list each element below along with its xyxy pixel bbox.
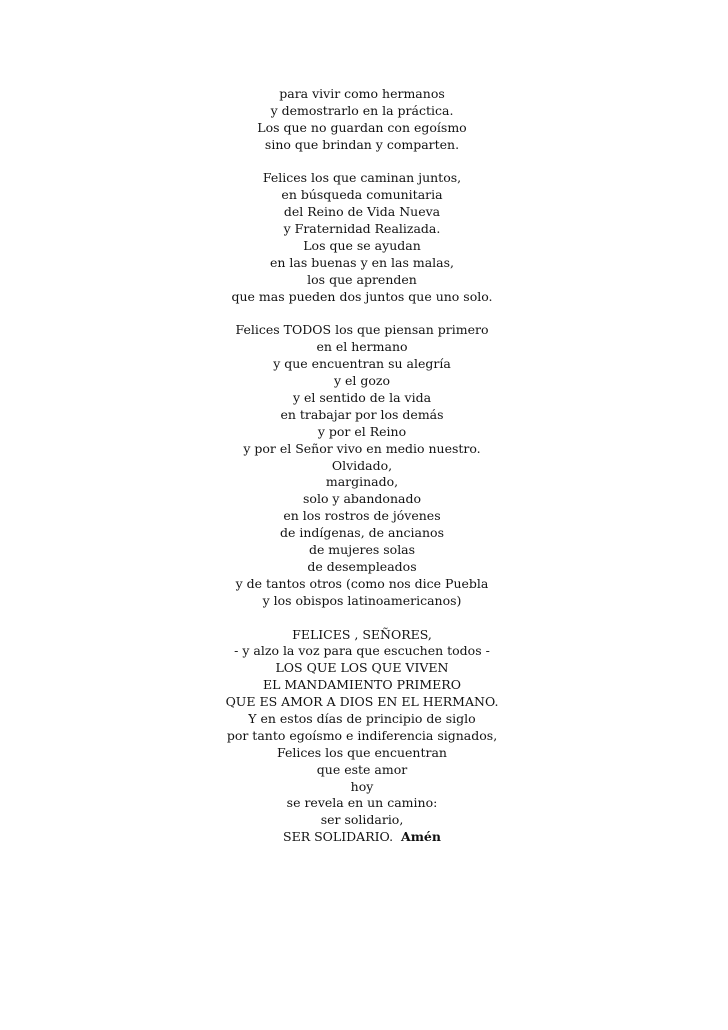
poem-line: de mujeres solas <box>308 542 416 558</box>
poem-line: que mas pueden dos juntos que uno solo. <box>231 288 493 304</box>
poem-line: en los rostros de jóvenes <box>283 508 441 524</box>
stanza-gap <box>212 154 512 171</box>
poem-line: Y en estos días de principio de siglo <box>248 710 476 726</box>
poem-line: en las buenas y en las malas, <box>269 254 455 270</box>
poem-line: en el hermano <box>316 339 408 355</box>
poem-line: Olvidado, <box>331 457 393 473</box>
poem-line: en trabajar por los demás <box>280 406 444 422</box>
poem-line: y los obispos latinoamericanos) <box>262 592 462 608</box>
poem-line: ser solidario, <box>320 812 404 828</box>
poem-line: los que aprenden <box>307 271 417 287</box>
poem-line: Los que se ayudan <box>303 238 421 254</box>
poem-line: para vivir como hermanos <box>279 86 445 101</box>
poem-line: LOS QUE LOS QUE VIVEN <box>275 660 449 676</box>
final-line-text: SER SOLIDARIO. <box>283 829 394 845</box>
stanza-gap <box>212 610 512 627</box>
poem-text <box>212 86 512 846</box>
poem-line: del Reino de Vida Nueva <box>283 204 441 220</box>
poem-line: y que encuentran su alegría <box>273 356 451 372</box>
poem-line: y Fraternidad Realizada. <box>283 221 441 237</box>
poem-line: Felices los que caminan juntos, <box>262 170 462 186</box>
stanza-gap <box>212 306 512 323</box>
poem-line: y por el Señor vivo en medio nuestro. <box>243 440 481 456</box>
poem-line: QUE ES AMOR A DIOS EN EL HERMANO. <box>225 694 499 710</box>
poem-line: y el sentido de la vida <box>292 390 432 406</box>
poem-line: se revela en un camino: <box>286 795 438 811</box>
poem-line: - y alzo la voz para que escuchen todos - <box>234 643 490 659</box>
poem-line: de indígenas, de ancianos <box>279 525 444 541</box>
poem-final-line <box>212 829 512 846</box>
poem-line: y el gozo <box>333 373 391 389</box>
poem-line: solo y abandonado <box>303 491 421 507</box>
poem-line: marginado, <box>325 474 399 490</box>
poem-line: EL MANDAMIENTO PRIMERO <box>263 677 461 693</box>
poem-line: Felices los que encuentran <box>277 744 447 760</box>
poem-line: Los que no guardan con egoísmo <box>257 119 467 135</box>
poem-line: y demostrarlo en la práctica. <box>270 102 454 118</box>
poem-line: hoy <box>350 778 374 794</box>
poem-line: FELICES , SEÑORES, <box>292 626 432 642</box>
poem-line: por tanto egoísmo e indiferencia signados, <box>226 727 498 743</box>
poem-line: que este amor <box>316 761 408 777</box>
poem-line: y de tantos otros (como nos dice Puebla <box>235 575 489 591</box>
poem-line: en búsqueda comunitaria <box>281 187 443 203</box>
poem-line: de desempleados <box>307 558 417 574</box>
poem-line: sino que brindan y comparten. <box>264 136 460 152</box>
amen-text: Amén <box>401 829 441 845</box>
poem-line: Felices TODOS los que piensan primero <box>235 322 489 338</box>
poem-line: y por el Reino <box>317 423 407 439</box>
